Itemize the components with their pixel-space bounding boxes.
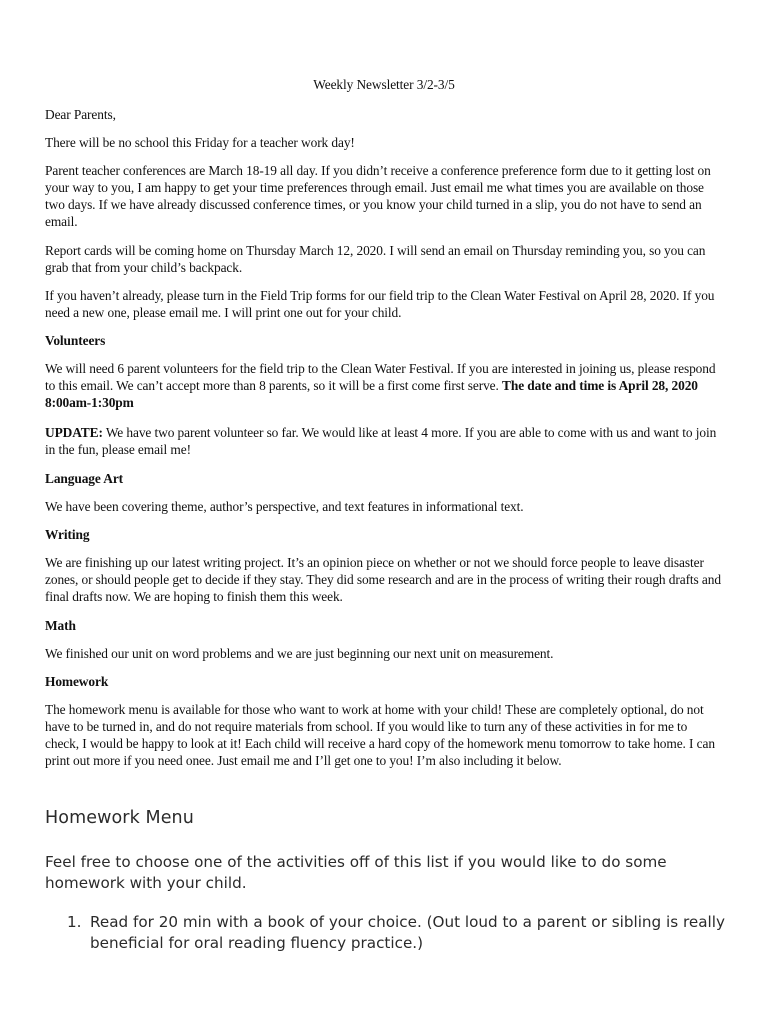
homework-menu-intro: Feel free to choose one of the activities off of this list if you would like to do some homework with your child.: [45, 853, 667, 892]
update-paragraph: [45, 424, 723, 458]
field-trip-forms-paragraph: If you haven’t already, please turn in the Field Trip forms for our field trip to the Clean Water Festival on April 28, 2020. If you need a new one, please email me. I will print one out for your child.: [45, 288, 715, 320]
homework-menu-title: Homework Menu: [45, 808, 194, 828]
volunteers-paragraph: [45, 360, 723, 411]
language-art-paragraph: We have been covering theme, author’s perspective, and text features in informational text.: [45, 499, 524, 514]
writing-heading: Writing: [45, 527, 90, 542]
homework-menu-list: [45, 912, 735, 954]
homework-heading: Homework: [45, 674, 109, 689]
homework-paragraph: The homework menu is available for those who want to work at home with your child! These are completely optional, do not have to be turned in, and do not require materials from school. If you would like to turn any of these activities in for me to check, I would be happy to look at it! Each child will receive a hard copy of the homework menu tomorrow to take home. I can print out more if you need onee. Just email me and I’ll get one to you! I’m also including it below.: [45, 702, 715, 768]
language-art-heading: Language Art: [45, 471, 124, 486]
greeting: Dear Parents,: [45, 107, 116, 122]
conferences-paragraph: Parent teacher conferences are March 18-19 all day. If you didn’t receive a conference preference form due to it getting lost on your way to you, I am happy to get your time preferences through email. Just email me what times you are available on those two days. If we have already discussed conference times, or you know your child turned in a slip, you do not have to send an email.: [45, 163, 711, 229]
math-heading: Math: [45, 618, 76, 633]
newsletter-title: Weekly Newsletter 3/2-3/5: [313, 77, 455, 92]
volunteers-text: We will need 6 parent volunteers for the field trip to the Clean Water Festival. If you are interested in joining us, please respond to this email. We can’t accept more than 8 parents, so it will be a first come first serve.: [45, 361, 716, 393]
volunteer-date-time: The date and time is April 28, 2020 8:00am-1:30pm: [45, 378, 698, 410]
list-item: [45, 912, 735, 954]
no-school-notice: There will be no school this Friday for a teacher work day!: [45, 135, 355, 150]
writing-paragraph: We are finishing up our latest writing project. It’s an opinion piece on whether or not we should force people to leave disaster zones, or should people get to decide if they stay. They did some research and are in the process of writing their rough drafts and final drafts now. We are hoping to finish them this week.: [45, 555, 721, 604]
update-text: We have two parent volunteer so far. We would like at least 4 more. If you are able to come with us and want to join in the fun, please email me!: [45, 425, 717, 457]
volunteers-heading: Volunteers: [45, 333, 106, 348]
update-label: UPDATE:: [45, 425, 103, 440]
report-cards-paragraph: Report cards will be coming home on Thursday March 12, 2020. I will send an email on Thursday reminding you, so you can grab that from your child’s backpack.: [45, 243, 706, 275]
list-item-number: 1.: [67, 913, 82, 931]
math-paragraph: We finished our unit on word problems and we are just beginning our next unit on measurement.: [45, 646, 554, 661]
list-item-text: Read for 20 min with a book of your choice. (Out loud to a parent or sibling is really beneficial for oral reading fluency practice.): [90, 913, 725, 952]
